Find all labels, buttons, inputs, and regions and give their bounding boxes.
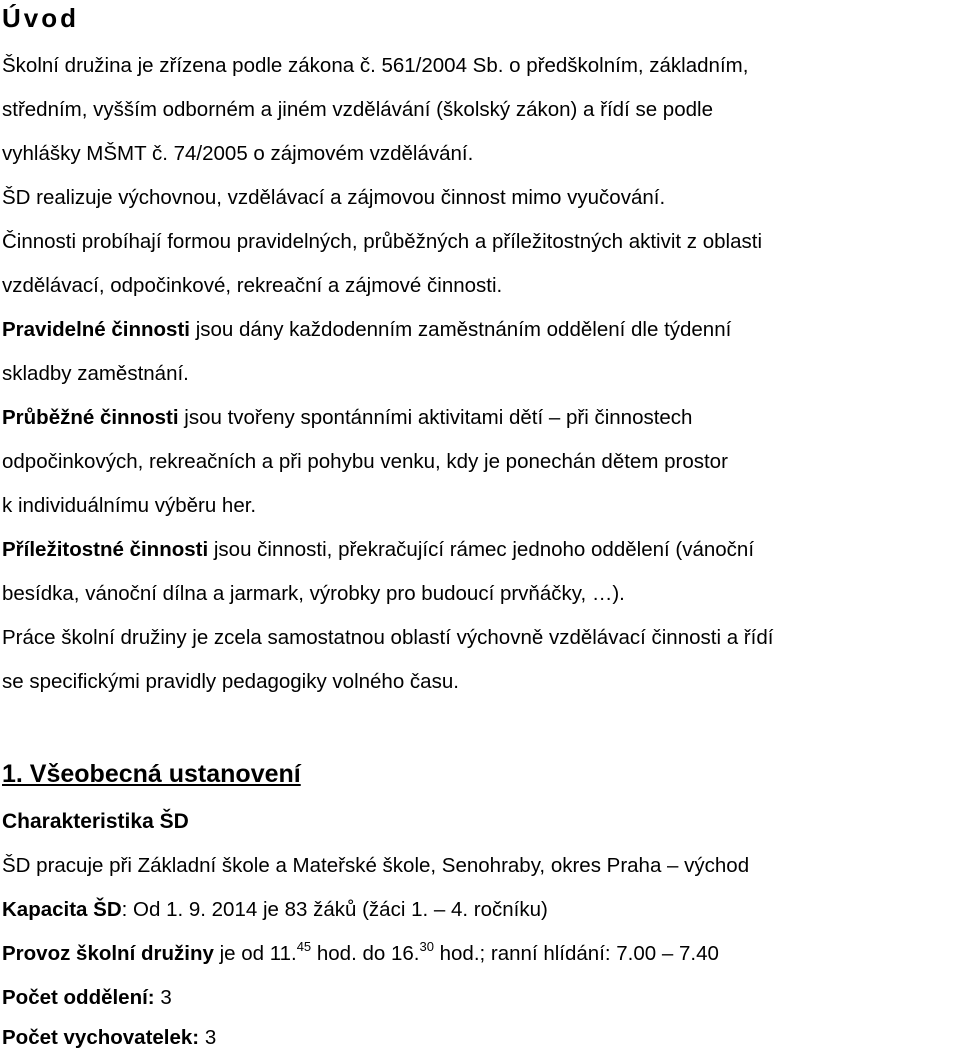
teachers-label: Počet vychovatelek: [2, 1026, 200, 1049]
intro-p4-line1-text: jsou dány každodenním zaměstnáním oddělení dle týdenní [195, 318, 732, 341]
hours-sup-1: 45 [296, 939, 312, 954]
departments-line [2, 976, 956, 1020]
ongoing-activities-term: Průběžné činnosti [2, 406, 179, 429]
intro-p1-line2: středním, vyšším odborném a jiném vzdělávání (školský zákon) a řídí se podle [2, 98, 713, 121]
school-info-line: ŠD pracuje při Základní škole a Mateřské škole, Senohraby, okres Praha – východ [2, 854, 750, 877]
capacity-line [2, 888, 956, 932]
section-heading: 1. Všeobecná ustanovení [2, 760, 301, 788]
intro-p2: ŠD realizuje výchovnou, vzdělávací a zájmovou činnost mimo vyučování. [2, 186, 666, 209]
occasional-activities-term: Příležitostné činnosti [2, 538, 209, 561]
intro-p1-line3: vyhlášky MŠMT č. 74/2005 o zájmovém vzdělávání. [2, 142, 474, 165]
capacity-value: : Od 1. 9. 2014 je 83 žáků (žáci 1. – 4. ročníku) [121, 898, 548, 921]
intro-p5-line2: odpočinkových, rekreačních a při pohybu venku, kdy je ponechán dětem prostor [2, 450, 728, 473]
intro-p4-line2: skladby zaměstnání. [2, 362, 189, 385]
intro-p7-line1: Práce školní družiny je zcela samostatnou oblastí výchovně vzdělávací činnosti a řídí [2, 626, 774, 649]
intro-p6-line2: besídka, vánoční dílna a jarmark, výrobky pro budoucí prvňáčky, …). [2, 582, 625, 605]
intro-p5-line1-text: jsou tvořeny spontánními aktivitami dětí – při činnostech [184, 406, 693, 429]
hours-line [2, 932, 956, 976]
intro-p7-line2: se specifickými pravidly pedagogiky volného času. [2, 670, 459, 693]
departments-value: 3 [154, 986, 172, 1009]
section-subheading: Charakteristika ŠD [2, 810, 189, 833]
teachers-value: 3 [199, 1026, 217, 1049]
intro-p5-line3: k individuálnímu výběru her. [2, 494, 257, 517]
intro-p3-line1: Činnosti probíhají formou pravidelných, průběžných a příležitostných aktivit z oblasti [2, 230, 763, 253]
intro-p5-line1 [2, 396, 956, 440]
intro-p1-line1: Školní družina je zřízena podle zákona č. 561/2004 Sb. o předškolním, základním, [2, 54, 749, 77]
hours-text-1: je od 11. [213, 942, 297, 965]
hours-text-2: hod. do 16. [311, 942, 420, 965]
teachers-line [2, 1016, 956, 1060]
regular-activities-term: Pravidelné činnosti [2, 318, 190, 341]
departments-label: Počet oddělení: [2, 986, 155, 1009]
hours-text-3: hod.; ranní hlídání: 7.00 – 7.40 [433, 942, 719, 965]
intro-p4-line1 [2, 308, 956, 352]
page-title: Úvod [2, 3, 79, 33]
intro-p6-line1 [2, 528, 956, 572]
capacity-label: Kapacita ŠD [2, 898, 122, 921]
intro-p3-line2: vzdělávací, odpočinkové, rekreační a zájmové činnosti. [2, 274, 503, 297]
hours-label: Provoz školní družiny [2, 942, 214, 965]
hours-sup-2: 30 [419, 939, 434, 954]
intro-p6-line1-text: jsou činnosti, překračující rámec jednoho oddělení (vánoční [213, 538, 755, 561]
